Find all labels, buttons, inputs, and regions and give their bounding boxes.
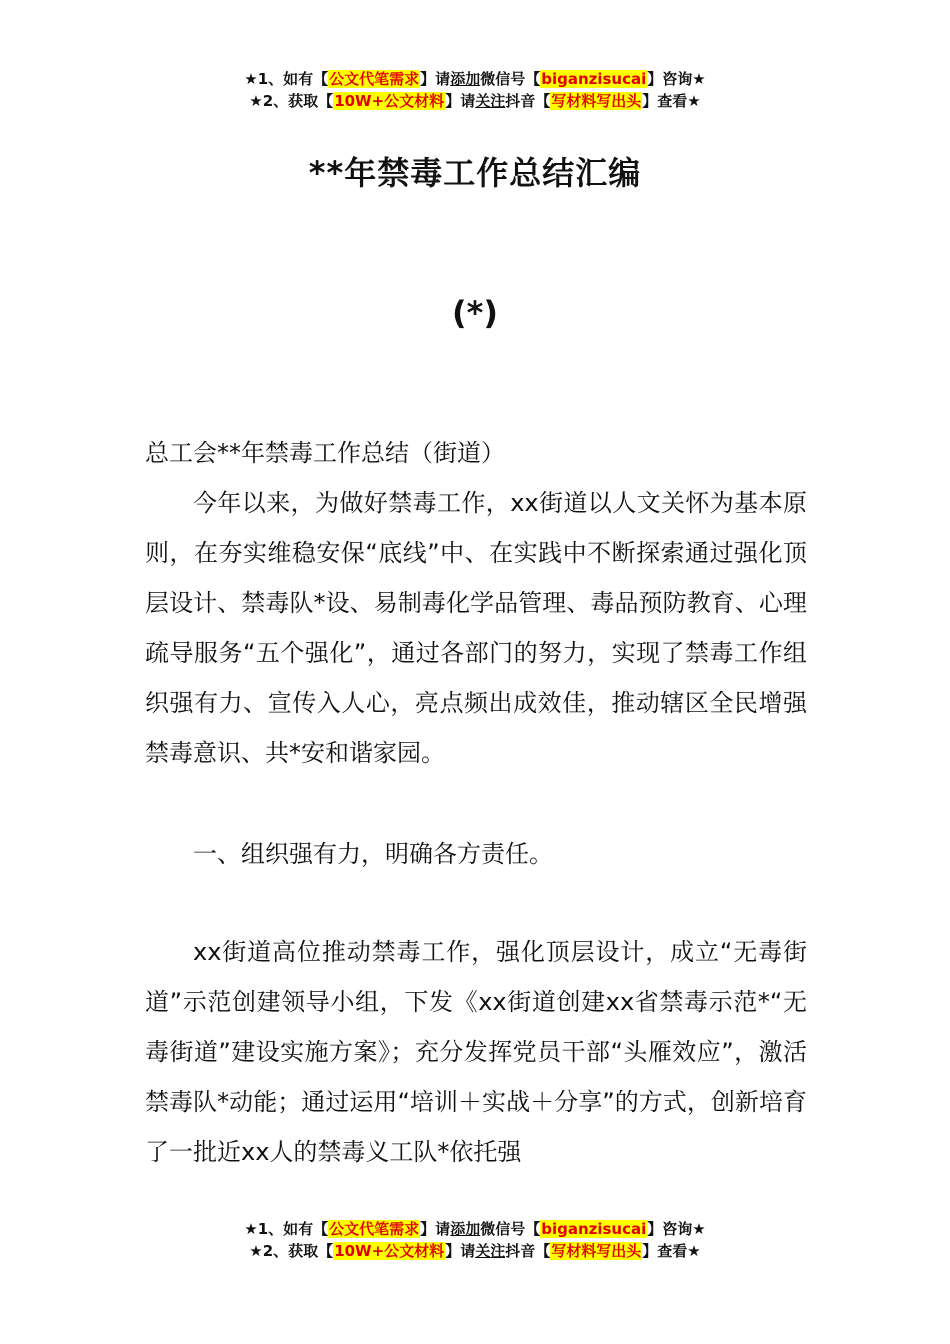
document-body	[145, 428, 807, 778]
highlight-douyin-account: 写材料写出头	[551, 92, 642, 110]
banner-underlined-text: 添加	[450, 70, 481, 88]
banner-text: 抖音【	[505, 92, 551, 110]
banner-underlined-text: 添加	[450, 1220, 481, 1238]
highlight-service: 公文代笔需求	[329, 1220, 420, 1238]
highlight-douyin-account: 写材料写出头	[551, 1242, 642, 1260]
banner-text: 】咨询★	[647, 70, 706, 88]
banner-text: ★1、如有【	[244, 1220, 329, 1238]
banner-line-1	[0, 1218, 950, 1240]
banner-text: 】查看★	[642, 1242, 701, 1260]
banner-text: 】请	[420, 70, 451, 88]
banner-text: ★2、获取【	[249, 92, 334, 110]
highlight-service: 公文代笔需求	[329, 70, 420, 88]
banner-text: 抖音【	[505, 1242, 551, 1260]
banner-text: ★1、如有【	[244, 70, 329, 88]
banner-text: 】咨询★	[647, 1220, 706, 1238]
banner-text: 微信号【	[480, 1220, 541, 1238]
highlight-wechat-id: biganzisucai	[541, 1220, 647, 1238]
highlight-wechat-id: biganzisucai	[541, 70, 647, 88]
banner-text: 微信号【	[480, 70, 541, 88]
section-heading-1: 一、组织强有力，明确各方责任。	[193, 840, 553, 868]
document-title: **年禁毒工作总结汇编	[308, 154, 642, 192]
header-banner	[0, 68, 950, 112]
section-body-block	[145, 927, 807, 1177]
part-marker: (*)	[452, 294, 498, 332]
banner-line-2	[0, 1240, 950, 1262]
paragraph-intro: 今年以来，为做好禁毒工作，xx街道以人文关怀为基本原则，在夯实维稳安保“底线”中、在实践中不断探索通过强化顶层设计、禁毒队*设、易制毒化学品管理、毒品预防教育、心理疏导服务“五个强化”，通过各部门的努力，实现了禁毒工作组织强有力、宣传入人心，亮点频出成效佳，推动辖区全民增强禁毒意识、共*安和谐家园。	[145, 489, 807, 767]
highlight-materials: 10W+公文材料	[334, 92, 445, 110]
banner-underlined-text: 关注	[475, 1242, 506, 1260]
banner-text: ★2、获取【	[249, 1242, 334, 1260]
highlight-materials: 10W+公文材料	[334, 1242, 445, 1260]
paragraph-organization: xx街道高位推动禁毒工作，强化顶层设计，成立“无毒街道”示范创建领导小组，下发《xx街道创建xx省禁毒示范*“无毒街道”建设实施方案》；充分发挥党员干部“头雁效应”，激活禁毒队*动能；通过运用“培训＋实战＋分享”的方式，创新培育了一批近xx人的禁毒义工队*依托强	[145, 938, 807, 1166]
footer-banner	[0, 1218, 950, 1262]
section-subtitle: 总工会**年禁毒工作总结（街道）	[145, 439, 505, 467]
banner-line-2	[0, 90, 950, 112]
section-heading-block	[145, 829, 807, 879]
banner-underlined-text: 关注	[475, 92, 506, 110]
banner-line-1	[0, 68, 950, 90]
banner-text: 】请	[445, 1242, 476, 1260]
banner-text: 】请	[445, 92, 476, 110]
banner-text: 】请	[420, 1220, 451, 1238]
banner-text: 】查看★	[642, 92, 701, 110]
